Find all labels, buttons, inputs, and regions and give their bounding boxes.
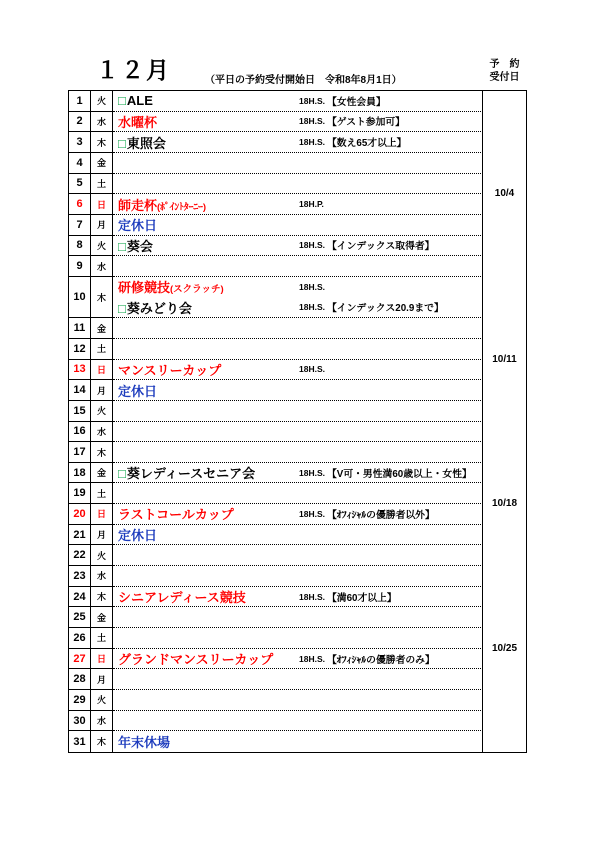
- day-number: 18: [69, 463, 91, 484]
- event-name: [113, 195, 299, 214]
- events-cell: [113, 194, 483, 215]
- weekday: 金: [91, 463, 113, 484]
- weekday: 日: [91, 649, 113, 670]
- reservation-cell: [483, 132, 526, 153]
- event-name: [113, 463, 299, 482]
- event-title: 定休日: [118, 528, 158, 544]
- day-number: 8: [69, 236, 91, 257]
- event-name: [113, 360, 299, 379]
- weekday: 火: [91, 401, 113, 422]
- reservation-cell: [483, 642, 526, 670]
- reservation-date: 10/11: [492, 353, 517, 365]
- weekday: 水: [91, 566, 113, 587]
- day-row: [69, 188, 526, 215]
- events-cell: [113, 669, 483, 690]
- weekday: 月: [91, 525, 113, 546]
- weekday: 木: [91, 587, 113, 608]
- event-subtitle: (スクラッチ): [170, 284, 224, 296]
- day-row: [69, 607, 526, 628]
- eligibility-note: 【ｵﾌｨｼｬﾙの優勝者のみ】: [327, 654, 435, 666]
- reservation-cell: [483, 215, 526, 236]
- event-line: [113, 360, 482, 380]
- reservation-cell: [483, 442, 526, 463]
- event-title: 研修競技: [118, 280, 171, 296]
- event-title: シニアレディース競技: [118, 590, 246, 606]
- reservation-cell: [483, 525, 526, 546]
- events-cell: [113, 731, 483, 752]
- event-format: [299, 282, 482, 292]
- events-cell: [113, 380, 483, 401]
- day-row: [69, 690, 526, 711]
- weekday: 火: [91, 690, 113, 711]
- day-number: 30: [69, 711, 91, 732]
- events-cell: [113, 607, 483, 628]
- day-number: 29: [69, 690, 91, 711]
- event-format: [299, 364, 482, 374]
- day-row: [69, 731, 526, 752]
- eligibility-note: 【V可・男性満60歳以上・女性】: [327, 468, 472, 480]
- round-format: 18H.P.: [299, 199, 324, 210]
- square-marker-icon: □: [118, 238, 126, 254]
- square-marker-icon: □: [118, 135, 126, 151]
- reservation-cell: [483, 353, 526, 381]
- event-title: グランドマンスリーカップ: [118, 652, 274, 668]
- day-number: 24: [69, 587, 91, 608]
- events-cell: [113, 215, 483, 236]
- event-line: [113, 194, 482, 214]
- event-title: 定休日: [118, 218, 158, 234]
- event-title: 葵会: [126, 238, 153, 254]
- weekday: 土: [91, 174, 113, 195]
- eligibility-note: 【数え65才以上】: [327, 138, 407, 150]
- event-title: ALE: [126, 93, 153, 109]
- weekday: 木: [91, 442, 113, 463]
- day-number: 1: [69, 91, 91, 112]
- event-format: [299, 652, 482, 666]
- events-cell: [113, 112, 483, 133]
- event-format: [299, 300, 482, 314]
- events-cell: [113, 587, 483, 608]
- day-row: [69, 215, 526, 236]
- day-number: 13: [69, 360, 91, 381]
- day-row: [69, 442, 526, 463]
- day-row: [69, 380, 526, 401]
- events-cell: [113, 236, 483, 257]
- event-format: [299, 590, 482, 604]
- day-number: 19: [69, 483, 91, 504]
- reservation-cell: [483, 711, 526, 732]
- events-cell: [113, 422, 483, 443]
- day-row: [69, 401, 526, 422]
- reservation-cell: [483, 380, 526, 401]
- events-cell: [113, 463, 483, 484]
- day-number: 31: [69, 731, 91, 752]
- weekday: 土: [91, 339, 113, 360]
- day-number: 25: [69, 607, 91, 628]
- reservation-cell: [483, 463, 526, 484]
- day-number: 3: [69, 132, 91, 153]
- reservation-cell: [483, 188, 526, 215]
- eligibility-note: 【ｵﾌｨｼｬﾙの優勝者以外】: [327, 509, 435, 521]
- event-name: [113, 93, 299, 108]
- day-row: [69, 318, 526, 339]
- event-name: [113, 277, 299, 296]
- weekday: 木: [91, 132, 113, 153]
- square-marker-icon: □: [118, 300, 126, 316]
- event-name: [113, 587, 299, 606]
- eligibility-note: 【満60才以上】: [327, 592, 397, 604]
- event-line: [113, 236, 482, 256]
- day-row: [69, 463, 526, 484]
- reservation-cell: [483, 669, 526, 690]
- round-format: 18H.S.: [299, 302, 325, 313]
- event-title: 葵レディースセニア会: [126, 466, 256, 482]
- round-format: 18H.S.: [299, 364, 325, 375]
- weekday: 木: [91, 731, 113, 752]
- event-name: [113, 525, 299, 544]
- day-number: 23: [69, 566, 91, 587]
- day-row: [69, 545, 526, 566]
- weekday: 月: [91, 669, 113, 690]
- eligibility-note: 【ゲスト参加可】: [327, 117, 405, 129]
- day-number: 22: [69, 545, 91, 566]
- event-line: [113, 649, 482, 669]
- day-row: [69, 153, 526, 174]
- event-title: 定休日: [118, 383, 158, 399]
- day-row: [69, 525, 526, 546]
- event-format: [299, 135, 482, 149]
- events-cell: [113, 153, 483, 174]
- day-number: 11: [69, 318, 91, 339]
- event-line: [113, 587, 482, 607]
- day-number: 14: [69, 380, 91, 401]
- weekday: 火: [91, 91, 113, 112]
- event-line: [113, 91, 482, 111]
- day-row: [69, 277, 526, 318]
- event-line: [113, 463, 482, 483]
- event-line: [113, 525, 482, 545]
- events-cell: [113, 711, 483, 732]
- reservation-cell: [483, 277, 526, 318]
- event-title: 東照会: [126, 135, 166, 151]
- round-format: 18H.S.: [299, 240, 325, 251]
- reservation-cell: [483, 112, 526, 133]
- day-row: [69, 91, 526, 112]
- events-cell: [113, 91, 483, 112]
- reservation-header-line-2: 受付日: [489, 72, 520, 83]
- day-row: [69, 256, 526, 277]
- reservation-cell: [483, 318, 526, 339]
- day-number: 7: [69, 215, 91, 236]
- eligibility-note: 【インデックス20.9まで】: [327, 303, 444, 315]
- round-format: 18H.S.: [299, 116, 325, 127]
- weekday: 水: [91, 112, 113, 133]
- square-marker-icon: □: [118, 466, 126, 482]
- events-cell: [113, 545, 483, 566]
- event-name: [113, 236, 299, 255]
- events-cell: [113, 318, 483, 339]
- reservation-date: 10/4: [494, 188, 515, 200]
- reservation-cell: [483, 587, 526, 608]
- day-number: 26: [69, 628, 91, 649]
- day-number: 21: [69, 525, 91, 546]
- events-cell: [113, 442, 483, 463]
- day-row: [69, 353, 526, 381]
- day-row: [69, 566, 526, 587]
- reservation-cell: [483, 256, 526, 277]
- events-cell: [113, 566, 483, 587]
- reservation-cell: [483, 422, 526, 443]
- event-title: マンスリーカップ: [118, 362, 222, 378]
- day-number: 28: [69, 669, 91, 690]
- day-row: [69, 483, 526, 504]
- day-row: [69, 642, 526, 670]
- day-row: [69, 498, 526, 525]
- event-name: [113, 215, 299, 234]
- day-number: 27: [69, 649, 91, 670]
- day-row: [69, 174, 526, 195]
- reservation-cell: [483, 401, 526, 422]
- event-format: [299, 238, 482, 252]
- day-number: 17: [69, 442, 91, 463]
- weekday: 水: [91, 422, 113, 443]
- day-number: 9: [69, 256, 91, 277]
- reservation-cell: [483, 566, 526, 587]
- event-line: [113, 297, 482, 317]
- events-cell: [113, 339, 483, 360]
- weekday: 水: [91, 711, 113, 732]
- reservation-cell: [483, 498, 526, 525]
- round-format: 18H.S.: [299, 508, 325, 519]
- schedule-table: [68, 90, 527, 753]
- event-line: [113, 277, 482, 297]
- day-row: [69, 628, 526, 649]
- eligibility-note: 【インデックス取得者】: [327, 241, 435, 253]
- weekday: 土: [91, 628, 113, 649]
- reservation-date: 10/25: [491, 642, 518, 654]
- day-number: 2: [69, 112, 91, 133]
- round-format: 18H.S.: [299, 95, 325, 106]
- event-line: [113, 731, 482, 752]
- day-number: 15: [69, 401, 91, 422]
- weekday: 木: [91, 277, 113, 318]
- weekday: 月: [91, 380, 113, 401]
- events-cell: [113, 132, 483, 153]
- day-number: 16: [69, 422, 91, 443]
- event-title: 師走杯: [118, 197, 158, 213]
- event-line: [113, 132, 482, 152]
- event-format: [299, 94, 482, 108]
- reservation-header-line-1: 予 約: [489, 59, 520, 70]
- day-row: [69, 422, 526, 443]
- day-number: 20: [69, 504, 91, 525]
- event-format: [299, 114, 482, 128]
- reservation-cell: [483, 153, 526, 174]
- event-title: 年末休場: [118, 735, 171, 751]
- day-number: 4: [69, 153, 91, 174]
- round-format: 18H.S.: [299, 653, 325, 664]
- weekday: 月: [91, 215, 113, 236]
- weekday: 火: [91, 236, 113, 257]
- event-name: [113, 133, 299, 152]
- events-cell: [113, 360, 483, 381]
- event-name: [113, 381, 299, 400]
- weekday: 火: [91, 545, 113, 566]
- weekday: 水: [91, 256, 113, 277]
- round-format: 18H.S.: [299, 467, 325, 478]
- day-row: [69, 112, 526, 133]
- square-marker-icon: □: [118, 93, 126, 109]
- events-cell: [113, 174, 483, 195]
- events-cell: [113, 690, 483, 711]
- event-name: [113, 649, 299, 668]
- event-line: [113, 504, 482, 524]
- weekday: 金: [91, 318, 113, 339]
- day-row: [69, 132, 526, 153]
- events-cell: [113, 649, 483, 670]
- events-cell: [113, 401, 483, 422]
- event-name: [113, 112, 299, 131]
- day-row: [69, 669, 526, 690]
- event-line: [113, 215, 482, 235]
- event-name: [113, 504, 299, 523]
- events-cell: [113, 504, 483, 525]
- day-row: [69, 587, 526, 608]
- weekday: 日: [91, 194, 113, 215]
- event-format: [299, 199, 482, 209]
- round-format: 18H.S.: [299, 591, 325, 602]
- reservation-cell: [483, 545, 526, 566]
- reservation-cell: [483, 690, 526, 711]
- event-name: [113, 732, 299, 751]
- day-number: 6: [69, 194, 91, 215]
- day-row: [69, 236, 526, 257]
- day-number: 5: [69, 174, 91, 195]
- day-number: 12: [69, 339, 91, 360]
- reservation-column-header: [482, 58, 527, 84]
- event-subtitle: (ﾎﾟｲﾝﾄﾀｰﾆｰ): [157, 201, 207, 213]
- weekday: 土: [91, 483, 113, 504]
- event-title: 水曜杯: [118, 114, 158, 130]
- events-cell: [113, 277, 483, 318]
- day-row: [69, 339, 526, 360]
- event-title: ラストコールカップ: [118, 507, 234, 523]
- round-format: 18H.S.: [299, 281, 325, 292]
- event-title: 葵みどり会: [126, 300, 192, 316]
- events-cell: [113, 256, 483, 277]
- weekday: 日: [91, 360, 113, 381]
- eligibility-note: 【女性会員】: [327, 96, 386, 108]
- month-title: １２月: [96, 57, 171, 83]
- weekday: 金: [91, 153, 113, 174]
- reservation-cell: [483, 236, 526, 257]
- reservation-start-note: （平日の予約受付開始日 令和8年8月1日）: [205, 75, 402, 86]
- events-cell: [113, 628, 483, 649]
- weekday: 日: [91, 504, 113, 525]
- events-cell: [113, 525, 483, 546]
- day-row: [69, 711, 526, 732]
- event-line: [113, 380, 482, 400]
- day-number: 10: [69, 277, 91, 318]
- reservation-cell: [483, 607, 526, 628]
- reservation-date: 10/18: [491, 498, 518, 510]
- events-cell: [113, 483, 483, 504]
- event-format: [299, 466, 482, 480]
- event-format: [299, 507, 482, 521]
- reservation-cell: [483, 731, 526, 752]
- event-line: [113, 112, 482, 132]
- event-name: [113, 298, 299, 317]
- round-format: 18H.S.: [299, 137, 325, 148]
- weekday: 金: [91, 607, 113, 628]
- reservation-cell: [483, 91, 526, 112]
